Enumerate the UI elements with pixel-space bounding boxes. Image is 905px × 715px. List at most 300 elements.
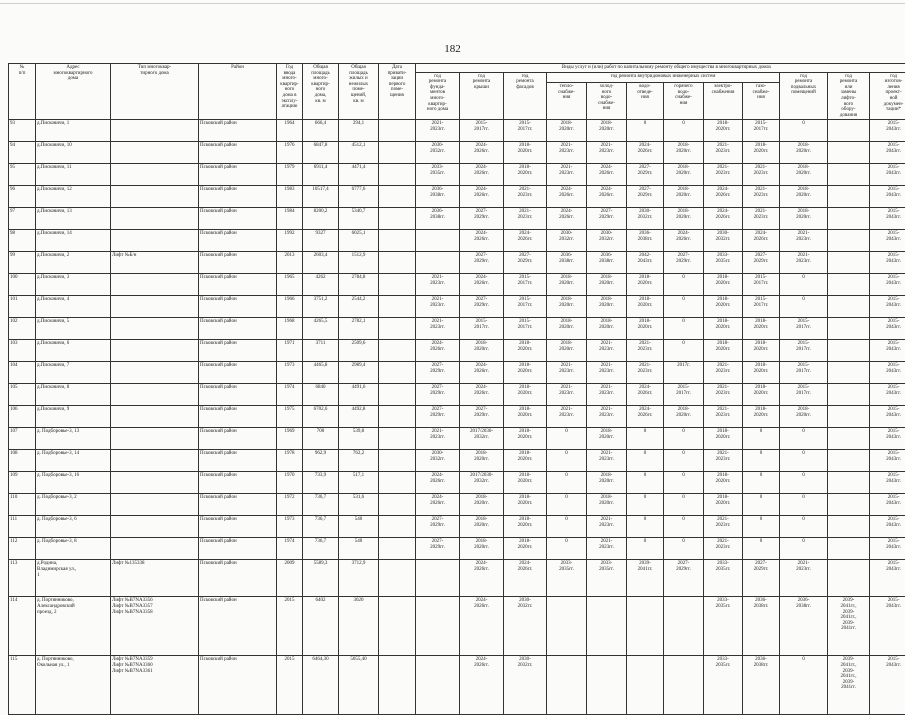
cell-district: Псковский район	[199, 597, 277, 656]
cell-elevator	[828, 516, 870, 538]
cell-priv-date	[379, 120, 416, 142]
cell-cold-water: 2021- 2023гг.	[587, 538, 627, 560]
cell-gas: 0	[743, 538, 780, 560]
cell-living-area: 2782,1	[339, 318, 379, 340]
cell-foundation: 2036- 2038гг.	[416, 186, 460, 208]
cell-priv-date	[379, 560, 416, 597]
cell-gas: 2015- 2017гг.	[743, 296, 780, 318]
cell-district: Псковский район	[199, 120, 277, 142]
cell-total-area: 8200,2	[303, 208, 339, 230]
cell-foundation: 2024- 2026гг.	[416, 472, 460, 494]
cell-facade: 2018- 2020гг.	[504, 406, 547, 428]
cell-total-area: 6840	[303, 384, 339, 406]
capital-repair-table	[8, 63, 905, 715]
cell-district: Псковский район	[199, 230, 277, 252]
cell-basement: 0	[780, 472, 828, 494]
cell-facade: 2024- 2026гг.	[504, 230, 547, 252]
cell-roof: 2018- 2020гг.	[460, 340, 504, 362]
cell-total-area: 736,7	[303, 494, 339, 516]
cell-facade: 2018- 2020гг.	[504, 516, 547, 538]
cell-district: Псковский район	[199, 362, 277, 384]
cell-heat: 2021- 2023гг.	[547, 362, 587, 384]
cell-cold-water: 2033- 2035гг.	[587, 560, 627, 597]
cell-num: 99	[9, 252, 36, 274]
cell-roof: 2024- 2026гг.	[460, 656, 504, 715]
table-row	[9, 164, 905, 186]
cell-gas: 2015- 2017гг.	[743, 120, 780, 142]
cell-electric: 2021- 2023гг.	[704, 164, 743, 186]
cell-district: Псковский район	[199, 296, 277, 318]
cell-foundation	[416, 560, 460, 597]
cell-priv-date	[379, 318, 416, 340]
cell-sewer	[627, 656, 664, 715]
cell-roof: 2024- 2026гг.	[460, 560, 504, 597]
cell-roof: 2024- 2026гг.	[460, 230, 504, 252]
cell-electric: 2033- 2035гг.	[704, 597, 743, 656]
cell-total-area: 3711	[303, 340, 339, 362]
cell-address: д.Писковичи, 9	[36, 406, 111, 428]
cell-num: 101	[9, 296, 36, 318]
cell-district: Псковский район	[199, 186, 277, 208]
cell-heat: 2018- 2020гг.	[547, 318, 587, 340]
cell-address: д.Писковичи, 8	[36, 384, 111, 406]
cell-heat: 0	[547, 516, 587, 538]
cell-address: д.Писковичи, 13	[36, 208, 111, 230]
cell-elevator	[828, 142, 870, 164]
cell-address: д.Писковичи, 5	[36, 318, 111, 340]
cell-elevator	[828, 406, 870, 428]
cell-project-docs: 2015- 2043гг.	[870, 340, 905, 362]
cell-roof: 2027- 2029гг.	[460, 296, 504, 318]
cell-type	[111, 142, 199, 164]
cell-heat: 2021- 2023гг.	[547, 384, 587, 406]
cell-hot-water	[664, 597, 704, 656]
cell-foundation: 2027- 2029гг.	[416, 406, 460, 428]
cell-electric: 2021- 2023гг.	[704, 406, 743, 428]
cell-roof: 2027- 2029гг.	[460, 406, 504, 428]
cell-project-docs: 2015- 2043гг.	[870, 230, 905, 252]
cell-district: Псковский район	[199, 164, 277, 186]
cell-basement: 0	[780, 538, 828, 560]
cell-hot-water: 0	[664, 472, 704, 494]
cell-address: д. Подборовье-3, 8	[36, 538, 111, 560]
cell-foundation: 2027- 2029гг.	[416, 538, 460, 560]
cell-address: д.Писковичи, 11	[36, 164, 111, 186]
header-total-area: Общая площадь много- квартир- ного дома, кв. м	[303, 64, 339, 120]
cell-district: Псковский район	[199, 274, 277, 296]
cell-living-area: 762,2	[339, 450, 379, 472]
cell-district: Псковский район	[199, 494, 277, 516]
cell-year: 1972	[277, 494, 303, 516]
cell-year: 1976	[277, 142, 303, 164]
cell-living-area: 2784,8	[339, 274, 379, 296]
cell-cold-water: 2024- 2026гг.	[587, 164, 627, 186]
cell-basement: 2015- 2017гг.	[780, 384, 828, 406]
cell-hot-water: 2018- 2020гг.	[664, 406, 704, 428]
cell-priv-date	[379, 340, 416, 362]
cell-district: Псковский район	[199, 406, 277, 428]
cell-hot-water: 2017г.	[664, 362, 704, 384]
cell-facade: 2018- 2020гг.	[504, 538, 547, 560]
cell-facade: 2018- 2020гг.	[504, 340, 547, 362]
cell-priv-date	[379, 450, 416, 472]
cell-priv-date	[379, 252, 416, 274]
cell-facade: 2015- 2017гг.	[504, 274, 547, 296]
cell-heat: 2021- 2023гг.	[547, 406, 587, 428]
cell-num: 104	[9, 362, 36, 384]
cell-roof: 2015- 2017гг.	[460, 318, 504, 340]
cell-heat: 2024- 2026гг.	[547, 208, 587, 230]
table-row	[9, 340, 905, 362]
cell-cold-water: 2024- 2026гг.	[587, 186, 627, 208]
header-electric: электро- снабжения	[704, 82, 743, 119]
scan-edge	[0, 3, 905, 4]
cell-num: 103	[9, 340, 36, 362]
cell-district: Псковский район	[199, 142, 277, 164]
cell-heat	[547, 597, 587, 656]
cell-project-docs: 2015- 2043гг.	[870, 318, 905, 340]
cell-district: Псковский район	[199, 472, 277, 494]
cell-priv-date	[379, 494, 416, 516]
cell-hot-water: 0	[664, 428, 704, 450]
cell-living-area: 6777,6	[339, 186, 379, 208]
cell-type: Лифт №B7NA3356 Лифт №B7NA3357 Лифт №B7NA3358	[111, 597, 199, 656]
cell-gas: 2036- 2038гг.	[743, 597, 780, 656]
cell-cold-water: 2021- 2023гг.	[587, 406, 627, 428]
cell-elevator	[828, 120, 870, 142]
cell-facade: 2018- 2020гг.	[504, 164, 547, 186]
cell-basement: 2018- 2020гг.	[780, 186, 828, 208]
cell-facade: 2018- 2020гг.	[504, 472, 547, 494]
cell-sewer: 2018- 2020гг.	[627, 296, 664, 318]
cell-gas: 2018- 2020гг.	[743, 142, 780, 164]
cell-year: 2009	[277, 560, 303, 597]
cell-electric: 2033- 2035гг.	[704, 252, 743, 274]
cell-heat: 0	[547, 538, 587, 560]
cell-address: д.Писковичи, 6	[36, 340, 111, 362]
cell-hot-water: 0	[664, 296, 704, 318]
cell-year: 1966	[277, 296, 303, 318]
cell-hot-water: 2015- 2017гг.	[664, 384, 704, 406]
cell-type	[111, 516, 199, 538]
cell-living-area: 5055,40	[339, 656, 379, 715]
cell-type: Лифт №B7NA3359 Лифт №B7NA3360 Лифт №B7NA3361	[111, 656, 199, 715]
cell-foundation: 2021- 2023гг.	[416, 274, 460, 296]
cell-hot-water: 2018- 2020гг.	[664, 208, 704, 230]
cell-gas: 2027- 2029гг.	[743, 252, 780, 274]
cell-gas: 2027- 2029гг.	[743, 560, 780, 597]
cell-district: Псковский район	[199, 450, 277, 472]
cell-total-area: 6847,8	[303, 142, 339, 164]
header-facade: год ремонта фасадов	[504, 72, 547, 120]
cell-address: д. Подборовье-3, 2	[36, 494, 111, 516]
table-row	[9, 538, 905, 560]
cell-district: Псковский район	[199, 340, 277, 362]
cell-year: 2015	[277, 656, 303, 715]
cell-gas: 0	[743, 494, 780, 516]
header-cold-water: холод- ного водо- снабже- ния	[587, 82, 627, 119]
cell-elevator	[828, 428, 870, 450]
cell-cold-water: 2021- 2023гг.	[587, 362, 627, 384]
cell-cold-water	[587, 597, 627, 656]
cell-hot-water: 0	[664, 538, 704, 560]
cell-address: д. Портянниково, Окольная ул., 1	[36, 656, 111, 715]
cell-foundation: 2030- 2032гг.	[416, 450, 460, 472]
cell-roof: 2024- 2026гг.	[460, 362, 504, 384]
cell-facade: 2018- 2020гг.	[504, 362, 547, 384]
cell-total-area: 5589,3	[303, 560, 339, 597]
cell-hot-water: 0	[664, 318, 704, 340]
cell-basement: 2036- 2038гг.	[780, 597, 828, 656]
cell-type	[111, 362, 199, 384]
cell-sewer: 0	[627, 450, 664, 472]
cell-address: д. Подборовье-3, 13	[36, 428, 111, 450]
header-systems-title: год ремонта внутридомовых инженерных систем	[547, 72, 780, 82]
cell-type	[111, 164, 199, 186]
cell-foundation: 2027- 2029гг.	[416, 362, 460, 384]
header-num: № п/п	[9, 64, 36, 120]
cell-project-docs: 2015- 2043гг.	[870, 597, 905, 656]
cell-type	[111, 340, 199, 362]
header-district: Район	[199, 64, 277, 120]
cell-heat: 0	[547, 428, 587, 450]
cell-cold-water: 2021- 2023гг.	[587, 516, 627, 538]
cell-total-area: 2603,4	[303, 252, 339, 274]
cell-num: 96	[9, 186, 36, 208]
cell-heat: 2018- 2020гг.	[547, 274, 587, 296]
cell-hot-water: 0	[664, 516, 704, 538]
cell-type	[111, 450, 199, 472]
cell-total-area: 666,4	[303, 120, 339, 142]
header-year: Год ввода много- квартир- ного дома в эксплу- атацию	[277, 64, 303, 120]
cell-type	[111, 428, 199, 450]
cell-type	[111, 384, 199, 406]
cell-year: 1978	[277, 450, 303, 472]
cell-type	[111, 274, 199, 296]
cell-cold-water: 2018- 2020гг.	[587, 428, 627, 450]
cell-electric: 2030- 2032гг.	[704, 230, 743, 252]
cell-priv-date	[379, 164, 416, 186]
cell-district: Псковский район	[199, 516, 277, 538]
cell-address: д.Писковичи, 3	[36, 274, 111, 296]
cell-gas: 2036- 2038гг.	[743, 656, 780, 715]
cell-type	[111, 494, 199, 516]
cell-elevator: 2039- 2041гг., 2039- 2041гг., 2039- 2041гг.	[828, 597, 870, 656]
cell-facade: 2018- 2020гг.	[504, 142, 547, 164]
cell-sewer: 2024- 2026гг.	[627, 406, 664, 428]
cell-priv-date	[379, 516, 416, 538]
cell-num: 100	[9, 274, 36, 296]
cell-gas: 2018- 2020гг.	[743, 362, 780, 384]
cell-type	[111, 472, 199, 494]
cell-electric: 2018- 2020гг.	[704, 494, 743, 516]
cell-heat: 2033- 2035гг.	[547, 560, 587, 597]
cell-foundation: 2027- 2029гг.	[416, 384, 460, 406]
cell-type	[111, 318, 199, 340]
cell-roof: 2027- 2029гг.	[460, 252, 504, 274]
cell-heat: 0	[547, 472, 587, 494]
cell-sewer: 0	[627, 538, 664, 560]
cell-hot-water: 2018- 2020гг.	[664, 142, 704, 164]
cell-roof: 2018- 2020гг.	[460, 516, 504, 538]
cell-basement: 2021- 2023гг.	[780, 560, 828, 597]
cell-district: Псковский район	[199, 538, 277, 560]
cell-foundation	[416, 252, 460, 274]
cell-hot-water: 2027- 2029гг.	[664, 560, 704, 597]
cell-gas: 2018- 2020гг.	[743, 318, 780, 340]
cell-year: 1969	[277, 428, 303, 450]
cell-type	[111, 208, 199, 230]
cell-basement: 0	[780, 296, 828, 318]
cell-num: 115	[9, 656, 36, 715]
cell-roof: 2024- 2026гг.	[460, 164, 504, 186]
cell-foundation: 2033- 2035гг.	[416, 164, 460, 186]
cell-address: д.Писковичи, 7	[36, 362, 111, 384]
cell-project-docs: 2015- 2043гг.	[870, 296, 905, 318]
cell-cold-water: 2030- 2032гг.	[587, 230, 627, 252]
cell-address: д. Портянниково, Александровский проезд, 2	[36, 597, 111, 656]
cell-electric: 2021- 2023гг.	[704, 362, 743, 384]
cell-year: 1984	[277, 208, 303, 230]
cell-hot-water: 0	[664, 274, 704, 296]
table-row	[9, 406, 905, 428]
cell-address: д.Писковичи, 12	[36, 186, 111, 208]
cell-roof: 2018- 2020гг.	[460, 494, 504, 516]
table-row	[9, 516, 905, 538]
cell-cold-water: 2018- 2020гг.	[587, 274, 627, 296]
cell-sewer: 2042- 2043гг.	[627, 252, 664, 274]
cell-basement: 0	[780, 428, 828, 450]
cell-electric: 2018- 2020гг.	[704, 472, 743, 494]
cell-priv-date	[379, 230, 416, 252]
cell-hot-water: 2027- 2029гг.	[664, 252, 704, 274]
cell-heat: 2024- 2026гг.	[547, 186, 587, 208]
cell-heat: 2030- 2032гг.	[547, 230, 587, 252]
cell-num: 114	[9, 597, 36, 656]
cell-heat: 0	[547, 494, 587, 516]
cell-hot-water	[664, 656, 704, 715]
cell-district: Псковский район	[199, 656, 277, 715]
cell-living-area: 2989,4	[339, 362, 379, 384]
cell-sewer: 2018- 2020гг.	[627, 274, 664, 296]
table-row	[9, 362, 905, 384]
cell-electric: 2018- 2020гг.	[704, 340, 743, 362]
header-group-title: Виды услуг и (или) работ по капитальному ремонту общего имущества в многоквартирных домах	[416, 64, 905, 73]
cell-cold-water: 2021- 2023гг.	[587, 340, 627, 362]
cell-total-area: 733,9	[303, 472, 339, 494]
cell-total-area: 6464,30	[303, 656, 339, 715]
cell-project-docs: 2015- 2043гг.	[870, 428, 905, 450]
cell-num: 97	[9, 208, 36, 230]
cell-living-area: 6025,1	[339, 230, 379, 252]
header-living-area: Общая площадь жилых и нежилых поме- щений, кв. м	[339, 64, 379, 120]
cell-year: 1973	[277, 516, 303, 538]
cell-type	[111, 538, 199, 560]
cell-living-area: 294,1	[339, 120, 379, 142]
cell-total-area: 962,9	[303, 450, 339, 472]
cell-living-area: 2544,2	[339, 296, 379, 318]
cell-gas: 2021- 2023гг.	[743, 186, 780, 208]
cell-project-docs: 2015- 2043гг.	[870, 560, 905, 597]
cell-cold-water: 2021- 2023гг.	[587, 142, 627, 164]
table-row	[9, 120, 905, 142]
cell-district: Псковский район	[199, 428, 277, 450]
cell-roof: 2024- 2026гг.	[460, 186, 504, 208]
cell-project-docs: 2015- 2043гг.	[870, 142, 905, 164]
cell-gas: 0	[743, 450, 780, 472]
header-address: Адрес многоквартирного дома	[36, 64, 111, 120]
cell-living-area: 4491,6	[339, 384, 379, 406]
cell-elevator	[828, 274, 870, 296]
cell-living-area: 540	[339, 538, 379, 560]
header-hot-water: горячего водо- снабже- ния	[664, 82, 704, 119]
cell-cold-water: 2018- 2020гг.	[587, 494, 627, 516]
cell-priv-date	[379, 428, 416, 450]
cell-project-docs: 2015- 2043гг.	[870, 450, 905, 472]
cell-total-area: 6702,6	[303, 406, 339, 428]
cell-living-area: 539,8	[339, 428, 379, 450]
cell-roof: 2027- 2029гг.	[460, 208, 504, 230]
cell-facade: 2015- 2017гг.	[504, 120, 547, 142]
cell-basement: 0	[780, 516, 828, 538]
cell-sewer: 2027- 2029гг.	[627, 164, 664, 186]
cell-sewer: 2036- 2038гг.	[627, 230, 664, 252]
table-row	[9, 296, 905, 318]
cell-heat	[547, 656, 587, 715]
cell-address: д.Писковичи, 1	[36, 120, 111, 142]
cell-sewer: 2039- 2041гг.	[627, 560, 664, 597]
cell-electric: 2018- 2020гг.	[704, 428, 743, 450]
cell-gas: 2018- 2020гг.	[743, 340, 780, 362]
cell-basement: 2015- 2017гг.	[780, 340, 828, 362]
cell-total-area: 4465,8	[303, 362, 339, 384]
cell-cold-water: 2018- 2020гг.	[587, 472, 627, 494]
header-project-docs: год изготов- ления проект- ной докумен- тации*	[870, 72, 905, 120]
table-row	[9, 230, 905, 252]
cell-priv-date	[379, 362, 416, 384]
cell-cold-water: 2021- 2023гг.	[587, 450, 627, 472]
cell-living-area: 4492,8	[339, 406, 379, 428]
cell-priv-date	[379, 472, 416, 494]
cell-year: 2013	[277, 252, 303, 274]
cell-basement: 2021- 2023гг.	[780, 230, 828, 252]
cell-heat: 2018- 2020гг.	[547, 120, 587, 142]
cell-living-area: 4512,1	[339, 142, 379, 164]
cell-living-area: 517,1	[339, 472, 379, 494]
cell-electric: 2024- 2026гг.	[704, 186, 743, 208]
cell-living-area: 3712,9	[339, 560, 379, 597]
cell-foundation: 2036- 2038гг.	[416, 208, 460, 230]
cell-num: 110	[9, 494, 36, 516]
cell-sewer: 2024- 2026гг.	[627, 142, 664, 164]
cell-priv-date	[379, 296, 416, 318]
cell-num: 112	[9, 538, 36, 560]
cell-total-area: 736,7	[303, 538, 339, 560]
cell-foundation: 2024- 2026гг.	[416, 494, 460, 516]
cell-sewer: 2021- 2023гг.	[627, 340, 664, 362]
cell-sewer: 0	[627, 472, 664, 494]
cell-roof: 2017/2030- 2032гг.	[460, 428, 504, 450]
header-type: Тип многоквар- тирного дома	[111, 64, 199, 120]
cell-type: Лифт №135338	[111, 560, 199, 597]
cell-facade: 2027- 2029гг.	[504, 252, 547, 274]
cell-roof: 2017/2030- 2032гг.	[460, 472, 504, 494]
cell-elevator	[828, 450, 870, 472]
header-sewer: водо- отведе- ния	[627, 82, 664, 119]
cell-total-area: 6402	[303, 597, 339, 656]
cell-sewer: 2018- 2020гг.	[627, 318, 664, 340]
cell-type	[111, 296, 199, 318]
